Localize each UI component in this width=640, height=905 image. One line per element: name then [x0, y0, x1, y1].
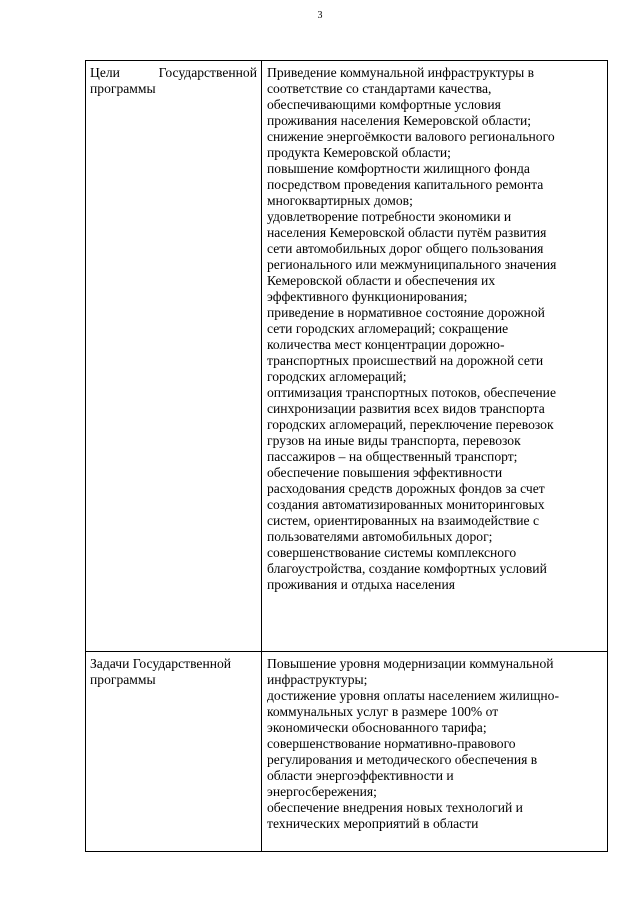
content-line: проживания населения Кемеровской области; — [267, 113, 532, 128]
content-line: экономически обоснованного тарифа; — [267, 720, 487, 735]
content-line: приведение в нормативное состояние дорожной — [267, 305, 545, 320]
row-content-tasks — [262, 652, 608, 852]
content-line: регулирования и методического обеспечения в — [267, 752, 538, 767]
table-row-tasks — [86, 652, 608, 852]
content-line: транспортных происшествий на дорожной сети — [267, 353, 544, 368]
label-line: программы — [90, 672, 156, 687]
content-line: городских агломераций; — [267, 369, 407, 384]
label-line: Задачи Государственной — [90, 656, 232, 671]
content-line: систем, ориентированных на взаимодействие с — [267, 513, 540, 528]
page-number: 3 — [317, 10, 323, 21]
content-line: Повышение уровня модернизации коммунальной — [267, 656, 554, 671]
content-line: посредством проведения капитального ремонта — [267, 177, 544, 192]
content-line: многоквартирных домов; — [267, 193, 413, 208]
content-line: совершенствование системы комплексного — [267, 545, 517, 560]
content-line: обеспечение повышения эффективности — [267, 465, 503, 480]
content-line: Приведение коммунальной инфраструктуры в — [267, 65, 535, 80]
row-label-tasks — [86, 652, 262, 852]
content-line: пассажиров – на общественный транспорт; — [267, 449, 518, 464]
content-line: инфраструктуры; — [267, 672, 368, 687]
content-line: коммунальных услуг в размере 100% от — [267, 704, 499, 719]
label-line: Цели Государственной — [90, 65, 257, 80]
content-line: удовлетворение потребности экономики и — [267, 209, 512, 224]
content-line: оптимизация транспортных потоков, обеспечение — [267, 385, 556, 400]
content-line: энергосбережения; — [267, 784, 377, 799]
content-line: количества мест концентрации дорожно- — [267, 337, 505, 352]
content-line: снижение энергоёмкости валового регионального — [267, 129, 555, 144]
content-line: проживания и отдыха населения — [267, 577, 455, 592]
content-line: сети городских агломераций; сокращение — [267, 321, 509, 336]
row-label-goals — [86, 61, 262, 652]
program-passport-table — [85, 60, 608, 852]
content-line: населения Кемеровской области путём развития — [267, 225, 547, 240]
content-line: продукта Кемеровской области; — [267, 145, 451, 160]
content-line: области энергоэффективности и — [267, 768, 454, 783]
content-line: городских агломераций, переключение перевозок — [267, 417, 554, 432]
content-line: соответствие со стандартами качества, — [267, 81, 492, 96]
content-line: сети автомобильных дорог общего пользования — [267, 241, 544, 256]
content-line: регионального или межмуниципального значения — [267, 257, 557, 272]
content-line: повышение комфортности жилищного фонда — [267, 161, 530, 176]
label-line: программы — [90, 81, 156, 96]
content-line: грузов на иные виды транспорта, перевозок — [267, 433, 521, 448]
content-line: эффективного функционирования; — [267, 289, 468, 304]
content-line: совершенствование нормативно-правового — [267, 736, 516, 751]
content-line: обеспечение внедрения новых технологий и — [267, 800, 523, 815]
table-row-goals — [86, 61, 608, 652]
content-line: достижение уровня оплаты населением жилищно- — [267, 688, 560, 703]
content-line: технических мероприятий в области — [267, 816, 479, 831]
row-content-goals — [262, 61, 608, 652]
content-line: Кемеровской области и обеспечения их — [267, 273, 496, 288]
content-line: создания автоматизированных мониторинговых — [267, 497, 545, 512]
content-line: благоустройства, создание комфортных условий — [267, 561, 547, 576]
content-line: синхронизации развития всех видов транспорта — [267, 401, 545, 416]
content-line: расходования средств дорожных фондов за счет — [267, 481, 545, 496]
content-line: пользователями автомобильных дорог; — [267, 529, 493, 544]
content-line: обеспечивающими комфортные условия — [267, 97, 501, 112]
